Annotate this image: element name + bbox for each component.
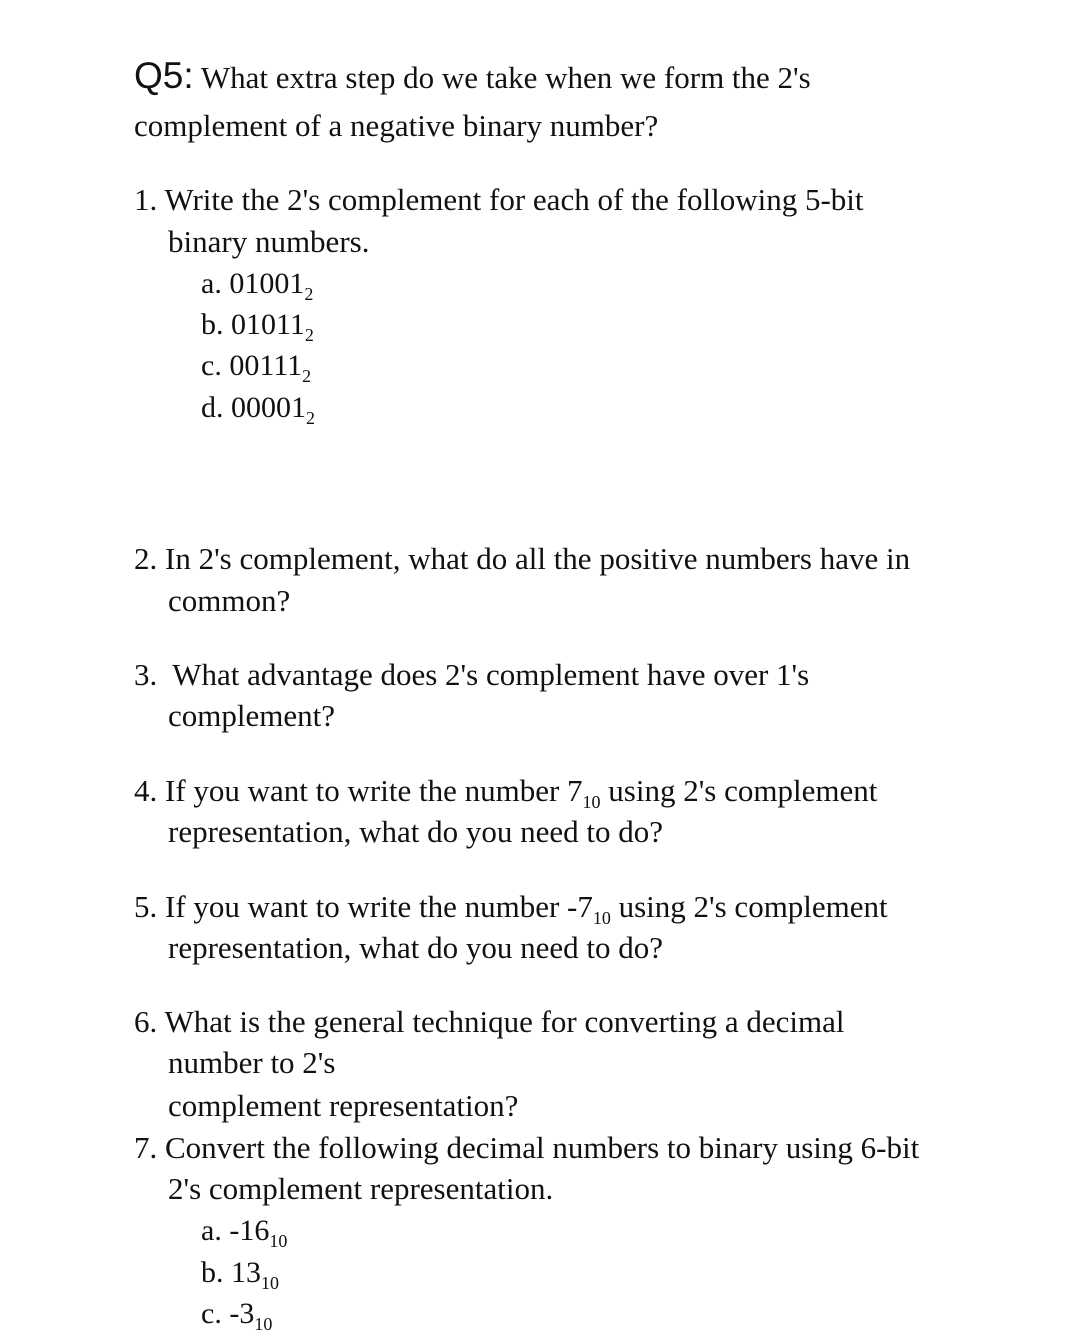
item-4-line1: 4. If you want to write the number $7_{10}$ using 2's complement: [134, 773, 878, 812]
item-3-line2: complement?: [168, 698, 335, 733]
item-1-option-b: b. $01011_2$: [201, 308, 314, 345]
item-2-line1: [134, 541, 910, 577]
item-7-option-c: c. $-3_{10}$: [201, 1297, 273, 1334]
item-5-line1: 5. If you want to write the number $-7_{10}$ using 2's complement: [134, 889, 888, 928]
item-1-line2: binary numbers.: [168, 224, 370, 259]
item-number: 5.: [134, 889, 158, 924]
item-number: 3.: [134, 657, 158, 692]
item-1-line1: [134, 182, 864, 218]
item-3-line1: [134, 657, 809, 693]
item-5-line2: representation, what do you need to do?: [168, 930, 663, 965]
item-number: 7.: [134, 1130, 158, 1165]
subscript-base: 10: [582, 792, 601, 812]
item-number: 4.: [134, 773, 158, 808]
q5-question: [134, 55, 811, 96]
item-text: Convert the following decimal numbers to binary using 6-bit: [165, 1130, 920, 1165]
item-7-option-b: b. $13_{10}$: [201, 1256, 279, 1293]
item-4-line2: representation, what do you need to do?: [168, 814, 663, 849]
item-6-line3: complement representation?: [168, 1088, 519, 1123]
item-6-line1: [134, 1004, 844, 1040]
item-text: What advantage does 2's complement have over 1's: [172, 657, 810, 692]
item-number: 2.: [134, 541, 158, 576]
q5-text-line2: complement of a negative binary number?: [134, 108, 659, 143]
item-text: Write the 2's complement for each of the following 5-bit: [164, 182, 864, 217]
item-7-line1: [134, 1130, 919, 1166]
item-number: 1.: [134, 182, 158, 217]
item-1-option-d: d. $00001_2$: [201, 391, 315, 428]
item-6-line2: number to 2's: [168, 1045, 336, 1080]
item-1-option-a: a. $01001_2$: [201, 267, 314, 304]
item-1-option-c: c. $00111_2$: [201, 349, 312, 386]
subscript-base: 10: [592, 908, 611, 928]
item-text: In 2's complement, what do all the positive numbers have in: [165, 541, 911, 576]
item-7-option-a: a. $-16_{10}$: [201, 1214, 288, 1251]
item-text: What is the general technique for converting a decimal: [164, 1004, 845, 1039]
q5-text-line1: What extra step do we take when we form the 2's: [193, 60, 811, 95]
item-2-line2: common?: [168, 583, 291, 618]
q5-label: Q5:: [134, 55, 194, 96]
item-number: 6.: [134, 1004, 158, 1039]
item-7-line2: 2's complement representation.: [168, 1171, 554, 1206]
